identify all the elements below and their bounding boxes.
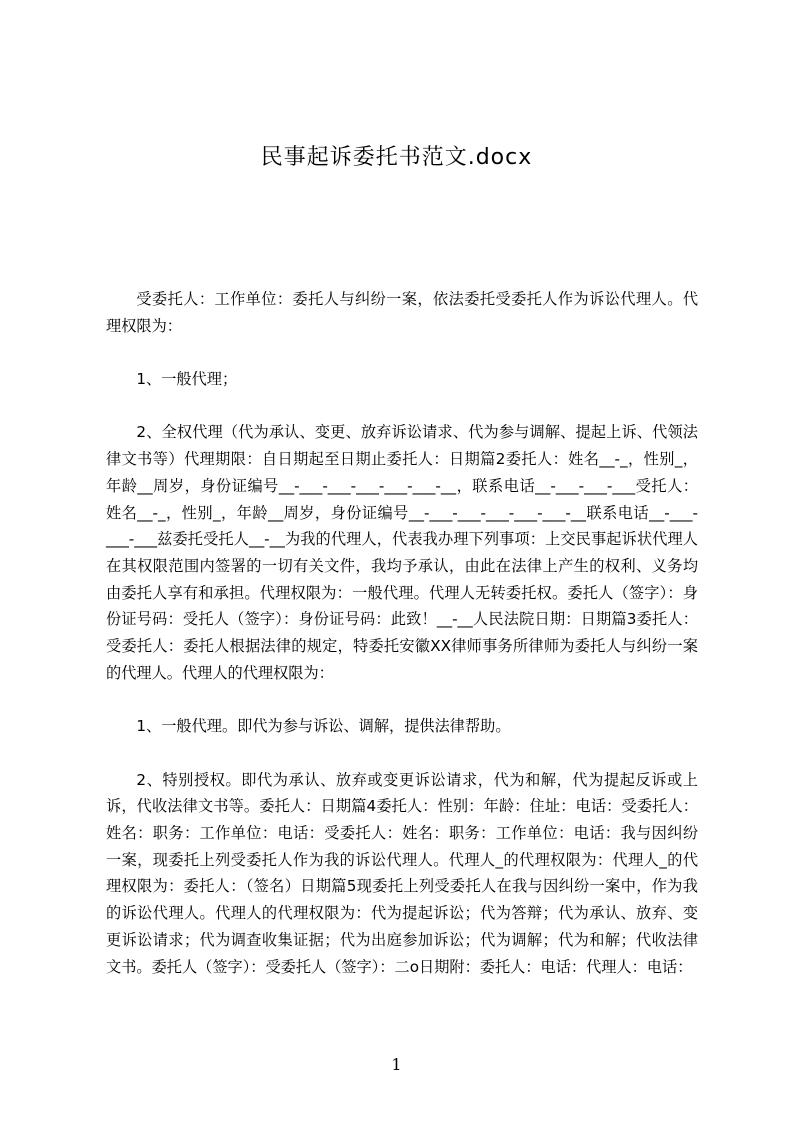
paragraph-special-authorization: 2、特别授权。即代为承认、放弃或变更诉讼请求，代为和解，代为提起反诉或上诉，代收法律文书等。委托人：日期篇4委托人：性别：年龄：住址：电话：受委托人：姓名：职务：工作单位：电话：受委托人：姓名：职务：工作单位：电话：我与因纠纷一案，现委托上列受委托人作为我的诉讼代理人。代理人_的代理权限为：代理人_的代理权限为：委托人：（签名）日期篇5现委托上列受委托人在我与因纠纷一案中，作为我的诉讼代理人。代理人的代理权限为：代为提起诉讼；代为答辩；代为承认、放弃、变更诉讼请求；代为调查收集证据；代为出庭参加诉讼；代为调解；代为和解；代收法律文书。委托人（签字）：受委托人（签字）：二o日期附：委托人：电话：代理人：电话： (106, 770, 698, 976)
paragraph-gap (106, 687, 698, 714)
document-title: 民事起诉委托书范文.docx (260, 145, 533, 170)
paragraph-general-agency-detail: 1、一般代理。即代为参与诉讼、调解，提供法律帮助。 (136, 717, 511, 736)
paragraph-gap (106, 740, 698, 767)
document-body (106, 286, 698, 980)
paragraph-gap (106, 339, 698, 366)
page-number: 1 (391, 1055, 402, 1074)
paragraph-intro: 受委托人：工作单位：委托人与纠纷一案，依法委托受委托人作为诉讼代理人。代理权限为： (106, 290, 698, 335)
paragraph-general-agency: 1、一般代理； (136, 370, 238, 389)
paragraph-gap (106, 393, 698, 420)
paragraph-full-agency: 2、全权代理（代为承认、变更、放弃诉讼请求、代为参与调解、提起上诉、代领法律文书等）代理期限：自日期起至日期止委托人：日期篇2委托人：姓名__-_，性别_，年龄__周岁，身份证编号__-___-___-___-___-___-__，联系电话__-___-___-___受托人：姓名__-_，性别_，年龄__周岁，身份证编号__-___-___-___-___-___-__联系电话__-___-___-___兹委托受托人__-__为我的代理人，代表我办理下列事项：上交民事起诉状代理人在其权限范围内签署的一切有关文件，我均予承认，由此在法律上产生的权利、义务均由委托人享有和承担。代理权限为：一般代理。代理人无转委托权。委托人（签字）：身份证号码：受托人（签字）：身份证号码：此致！__-__人民法院日期：日期篇3委托人：受委托人：委托人根据法律的规定，特委托安徽XX律师事务所律师为委托人与纠纷一案的代理人。代理人的代理权限为： (106, 423, 698, 682)
